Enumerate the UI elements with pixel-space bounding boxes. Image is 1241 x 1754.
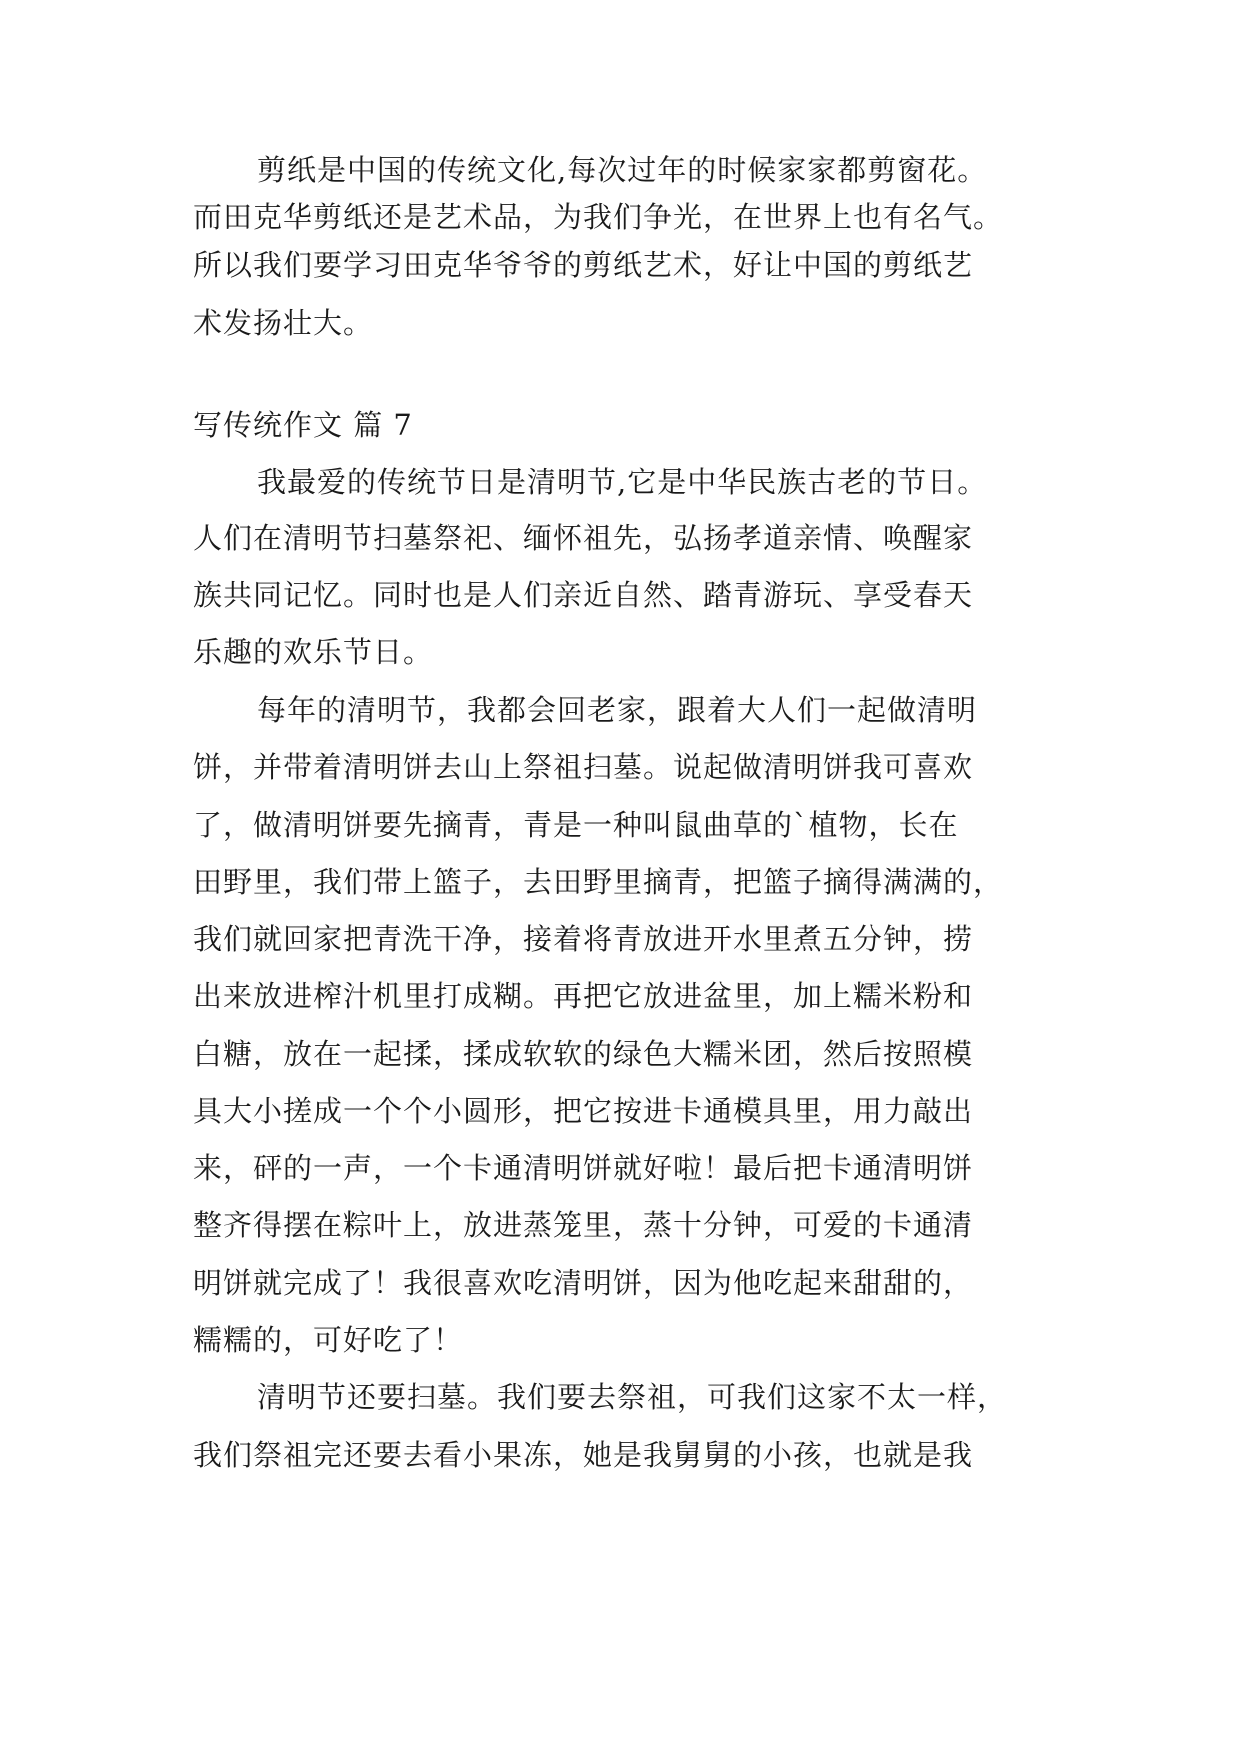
text-line: 田野里，我们带上篮子，去田野里摘青，把篮子摘得满满的，	[193, 865, 1004, 899]
text-line: 明饼就完成了！我很喜欢吃清明饼，因为他吃起来甜甜的，	[193, 1266, 974, 1300]
text-line: 族共同记忆。同时也是人们亲近自然、踏青游玩、享受春天	[193, 578, 974, 612]
text-line: 我最爱的传统节日是清明节,它是中华民族古老的节日。	[257, 465, 988, 499]
text-line: 乐趣的欢乐节日。	[193, 635, 434, 669]
text-line: 我们就回家把青洗干净，接着将青放进开水里煮五分钟，捞	[193, 922, 974, 956]
text-line: 剪纸是中国的传统文化,每次过年的时候家家都剪窗花。	[257, 153, 988, 187]
section-heading: 写传统作文 篇 7	[193, 408, 413, 442]
text-line: 糯糯的，可好吃了！	[193, 1323, 464, 1357]
text-line: 我们祭祖完还要去看小果冻，她是我舅舅的小孩，也就是我	[193, 1438, 974, 1472]
text-line: 出来放进榨汁机里打成糊。再把它放进盆里，加上糯米粉和	[193, 979, 974, 1013]
text-line: 了，做清明饼要先摘青，青是一种叫鼠曲草的`植物，长在	[193, 808, 959, 842]
text-line: 清明节还要扫墓。我们要去祭祖，可我们这家不太一样，	[257, 1380, 1008, 1414]
text-line: 饼，并带着清明饼去山上祭祖扫墓。说起做清明饼我可喜欢	[193, 750, 974, 784]
text-line: 来，砰的一声，一个卡通清明饼就好啦！最后把卡通清明饼	[193, 1151, 974, 1185]
text-line: 白糖，放在一起揉，揉成软软的绿色大糯米团，然后按照模	[193, 1037, 974, 1071]
text-line: 术发扬壮大。	[193, 306, 374, 340]
text-line: 每年的清明节，我都会回老家，跟着大人们一起做清明	[257, 693, 978, 727]
text-line: 整齐得摆在粽叶上，放进蒸笼里，蒸十分钟，可爱的卡通清	[193, 1208, 974, 1242]
text-line: 人们在清明节扫墓祭祀、缅怀祖先，弘扬孝道亲情、唤醒家	[193, 521, 974, 555]
text-line: 所以我们要学习田克华爷爷的剪纸艺术，好让中国的剪纸艺	[193, 248, 974, 282]
text-line: 而田克华剪纸还是艺术品，为我们争光，在世界上也有名气。	[193, 200, 1004, 234]
text-line: 具大小搓成一个个小圆形，把它按进卡通模具里，用力敲出	[193, 1094, 974, 1128]
